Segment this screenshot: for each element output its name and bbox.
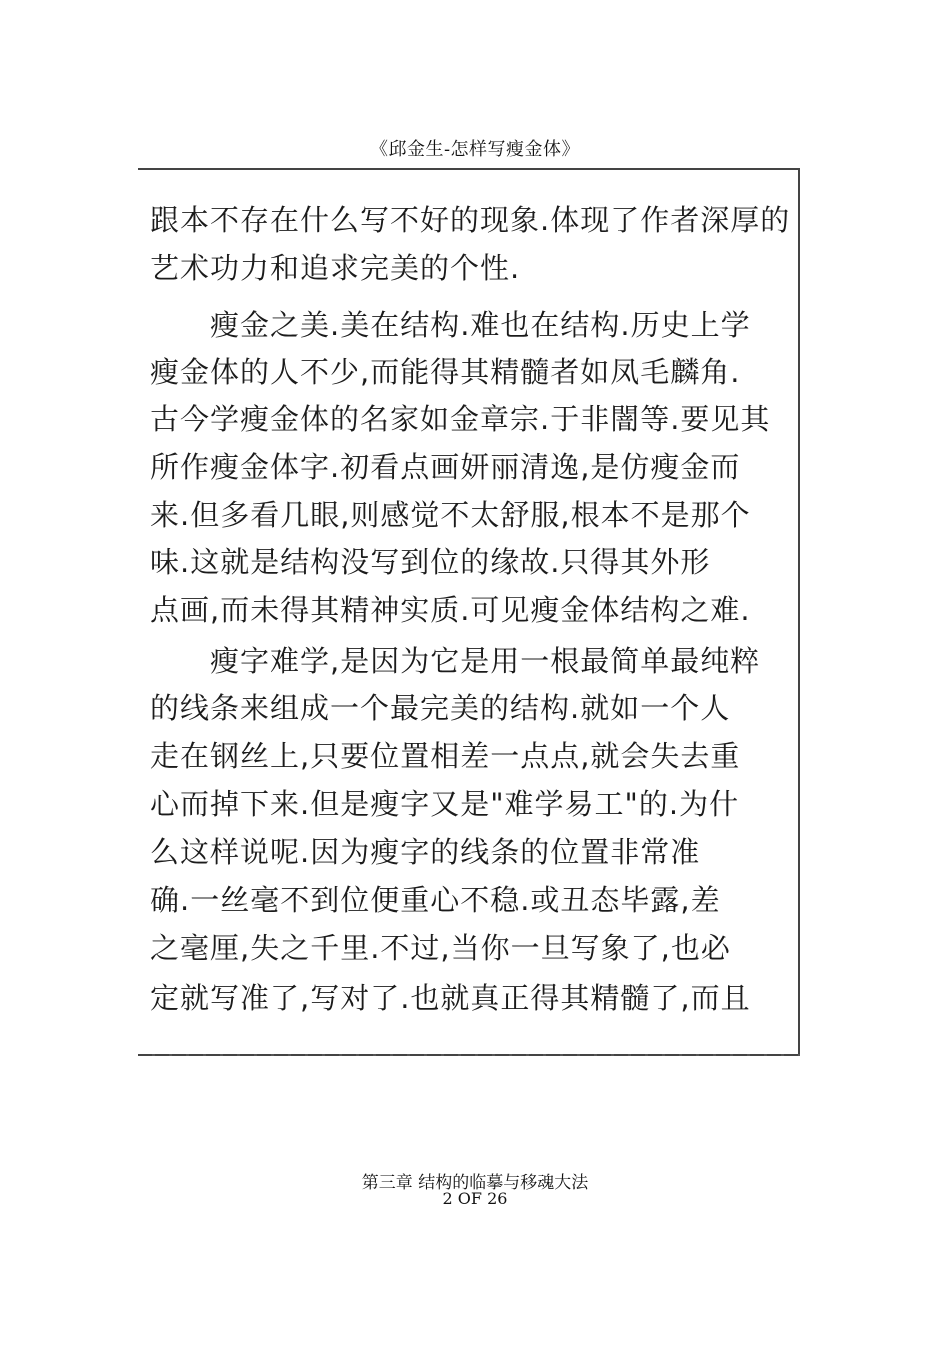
handwriting-line-5: 古今学瘦金体的名家如金章宗.于非闇等.要见其 [150,402,771,436]
handwriting-line-3: 瘦金之美.美在结构.难也在结构.历史上学 [210,308,751,342]
right-border-line [798,168,800,1056]
handwriting-line-8: 味.这就是结构没写到位的缘故.只得其外形 [150,545,711,579]
handwriting-line-15: 确.一丝毫不到位便重心不稳.或丑态毕露,差 [150,883,721,917]
handwriting-line-14: 么这样说呢.因为瘦字的线条的位置非常准 [150,835,701,869]
handwriting-line-12: 走在钢丝上,只要位置相差一点点,就会失去重 [150,739,741,773]
document-title: 《邱金生-怎样写瘦金体》 [369,139,581,160]
handwriting-line-11: 的线条来组成一个最完美的结构.就如一个人 [150,691,731,725]
bottom-border-line [138,1054,800,1056]
handwriting-line-17: 定就写准了,写对了.也就真正得其精髓了,而且 [150,981,751,1015]
handwriting-line-7: 来.但多看几眼,则感觉不太舒服,根本不是那个 [150,498,751,532]
handwriting-line-2: 艺术功力和追求完美的个性. [150,251,521,285]
handwriting-line-6: 所作瘦金体字.初看点画妍丽清逸,是仿瘦金而 [150,450,741,484]
handwriting-line-1: 跟本不存在什么写不好的现象.体现了作者深厚的 [150,203,791,237]
chapter-title: 第三章 结构的临摹与移魂大法 [361,1173,589,1193]
handwriting-line-16: 之毫厘,失之千里.不过,当你一旦写象了,也必 [150,931,731,965]
handwriting-line-9: 点画,而未得其精神实质.可见瘦金体结构之难. [150,593,751,627]
top-border-line [138,168,800,170]
handwriting-line-13: 心而掉下来.但是瘦字又是"难学易工"的.为什 [150,787,740,821]
handwriting-line-4: 瘦金体的人不少,而能得其精髓者如凤毛麟角. [150,355,741,389]
handwriting-line-10: 瘦字难学,是因为它是用一根最简单最纯粹 [210,644,761,678]
scanned-handwriting-page [138,168,800,1056]
page-number: 2 OF 26 [442,1189,508,1208]
